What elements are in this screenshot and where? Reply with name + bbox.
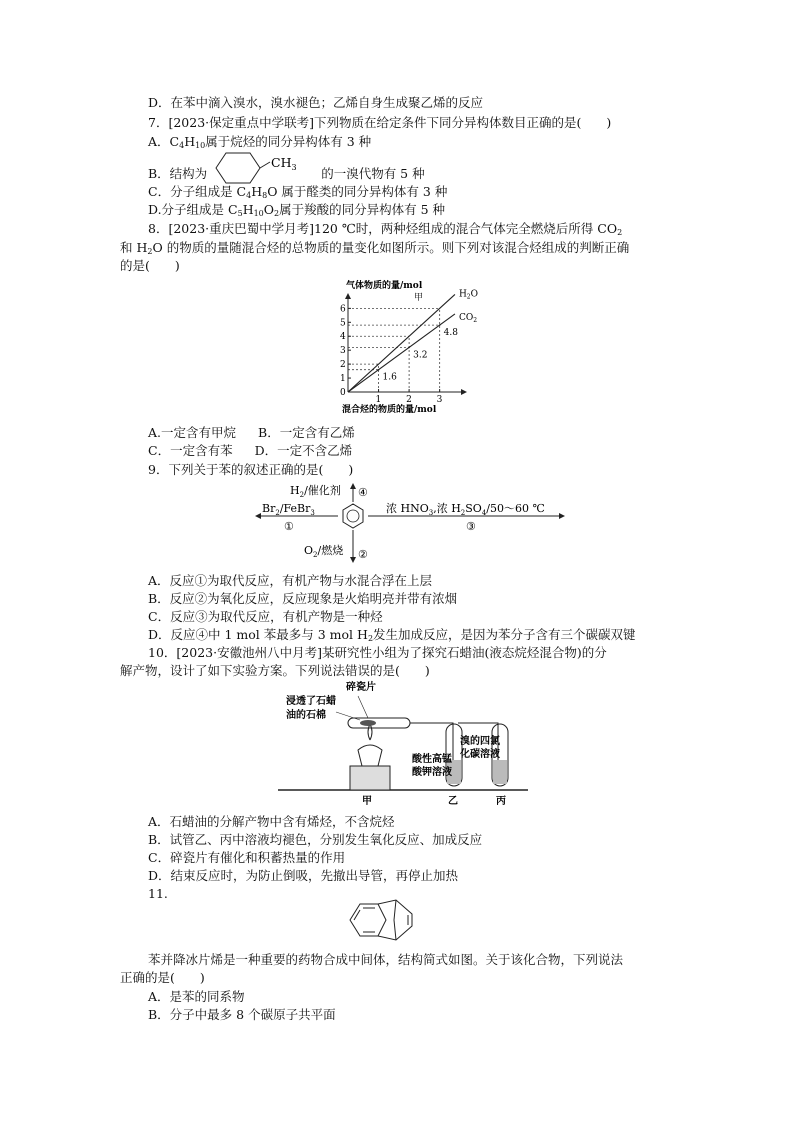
reaction-3-number: ③ xyxy=(466,520,476,533)
methylcyclohexane-structure xyxy=(208,150,318,186)
y-tick-label: 2 xyxy=(340,360,346,371)
q9-option-a: A．反应①为取代反应，有机产物与水混合浮在上层 xyxy=(148,573,433,588)
q7-option-c: C．分子组成是 C4H8O 属于醛类的同分异构体有 3 种 xyxy=(148,184,448,200)
chart-annotation: 甲 xyxy=(414,293,424,303)
origin-label: 0 xyxy=(340,388,346,398)
q7-option-d: D.分子组成是 C5H10O2属于羧酸的同分异构体有 5 种 xyxy=(148,202,446,218)
reaction-4-number: ④ xyxy=(358,486,368,499)
label-br-2: 化碳溶液 xyxy=(460,749,500,760)
label-asbestos-1: 浸透了石蜡 xyxy=(286,696,336,707)
y-tick-label: 4 xyxy=(340,332,346,343)
q8-stem-3: 的是( ) xyxy=(120,258,180,273)
label-yi: 乙 xyxy=(448,796,458,807)
q10-option-b: B．试管乙、丙中溶液均褪色，分别发生氧化反应、加成反应 xyxy=(148,832,483,847)
q11-option-a: A．是苯的同系物 xyxy=(148,989,245,1004)
test-tube-jia xyxy=(348,718,410,728)
y-tick-label: 5 xyxy=(340,318,346,329)
q8-options-row-2: C．一定含有苯 D．一定不含乙烯 xyxy=(148,443,353,458)
label-cipian: 碎瓷片 xyxy=(346,682,376,693)
q8-chart xyxy=(330,278,520,418)
alcohol-lamp xyxy=(358,745,382,766)
label-jia: 甲 xyxy=(362,796,372,807)
data-label: 1.6 xyxy=(382,372,397,383)
q10-stem-1: 10．[2023·安徽池州八中月考]某研究性小组为了探究石蜡油(液态烷烃混合物)的分 xyxy=(148,645,607,660)
label-kmno4-2: 酸钾溶液 xyxy=(412,767,452,778)
asbestos xyxy=(360,720,376,726)
heating-block xyxy=(350,766,390,790)
series-line-1 xyxy=(348,314,455,392)
q8-options-row-1: A.一定含有甲烷 B．一定含有乙烯 xyxy=(148,425,355,440)
data-label: 4.8 xyxy=(443,328,458,339)
q10-stem-2: 解产物，设计了如下实验方案。下列说法错误的是( ) xyxy=(120,663,430,678)
q11-number: 11. xyxy=(148,886,168,901)
reaction-1-number: ① xyxy=(284,520,294,533)
data-label: 3.2 xyxy=(413,350,428,361)
label-br-1: 溴的四氯 xyxy=(460,736,500,747)
q10-option-d: D．结束反应时，为防止倒吸，先撤出导管，再停止加热 xyxy=(148,868,459,883)
q11-stem-1: 苯并降冰片烯是一种重要的药物合成中间体，结构简式如图。关于该化合物，下列说法 xyxy=(148,952,624,967)
q9-reaction-scheme xyxy=(250,478,570,568)
chart-x-label: 混合烃的物质的量/mol xyxy=(342,405,437,415)
q7-stem: 7．[2023·保定重点中学联考]下列物质在给定条件下同分异构体数目正确的是( ) xyxy=(148,115,612,130)
x-tick-label: 1 xyxy=(375,395,382,405)
series-line-0 xyxy=(348,294,455,392)
reaction-4-condition: $H_2/$催化剂 xyxy=(290,484,341,499)
reaction-2-condition: $O_2/$燃烧 xyxy=(304,544,344,559)
benzonorbornene-structure xyxy=(344,896,424,946)
q9-option-c: C．反应③为取代反应，有机产物是一种烃 xyxy=(148,609,383,624)
q6-option-d: D．在苯中滴入溴水，溴水褪色；乙烯自身生成聚乙烯的反应 xyxy=(148,95,484,110)
y-tick-label: 3 xyxy=(340,346,346,357)
label-asbestos-2: 油的石棉 xyxy=(286,710,326,721)
q10-apparatus xyxy=(278,680,528,810)
q7-option-b: B．结构为 的一溴代物有 5 种 xyxy=(148,166,425,181)
q9-option-d: D．反应④中 1 mol 苯最多与 3 mol H2发生加成反应，是因为苯分子含有三个碳碳双键 xyxy=(148,627,636,643)
q10-option-a: A．石蜡油的分解产物中含有烯烃，不含烷烃 xyxy=(148,814,395,829)
benzene-ring xyxy=(343,504,363,528)
reaction-1-condition: $Br_2/FeBr_3$ xyxy=(262,502,315,517)
reaction-3-condition: 浓 $HNO_3$,浓 $H_2SO_4/50\sim 60$ ℃ xyxy=(386,502,545,517)
data-point xyxy=(378,369,380,371)
y-tick-label: 6 xyxy=(340,304,346,315)
q8-stem-1: 8．[2023·重庆巴蜀中学月考]120 ℃时，两种烃组成的混合气体完全燃烧后所得 CO2 xyxy=(148,221,623,237)
q11-stem-2: 正确的是( ) xyxy=(120,970,205,985)
series-label-1: $CO_2$ xyxy=(458,312,478,324)
label-kmno4-1: 酸性高锰 xyxy=(412,754,452,765)
reaction-2-number: ② xyxy=(358,548,368,561)
q7-option-a: A．C4H10属于烷烃的同分异构体有 3 种 xyxy=(148,134,372,150)
q9-option-b: B．反应②为氧化反应，反应现象是火焰明亮并带有浓烟 xyxy=(148,591,458,606)
series-label-0: $H_2O$ xyxy=(458,289,479,301)
y-tick-label: 1 xyxy=(340,374,346,385)
q8-stem-2: 和 H2O 的物质的量随混合烃的总物质的量变化如图所示。则下列对该混合烃组成的判断正确 xyxy=(120,240,630,256)
q11-option-b: B．分子中最多 8 个碳原子共平面 xyxy=(148,1007,336,1022)
q9-stem: 9．下列关于苯的叙述正确的是( ) xyxy=(148,462,354,477)
chart-y-label: 气体物质的量/mol xyxy=(346,281,423,291)
label-bing: 丙 xyxy=(496,796,506,807)
data-point xyxy=(408,347,410,349)
methyl-label: $CH_3$ xyxy=(271,155,297,172)
data-point xyxy=(439,324,441,326)
q10-option-c: C．碎瓷片有催化和积蓄热量的作用 xyxy=(148,850,346,865)
x-tick-label: 3 xyxy=(436,395,443,405)
x-tick-label: 2 xyxy=(406,395,412,405)
